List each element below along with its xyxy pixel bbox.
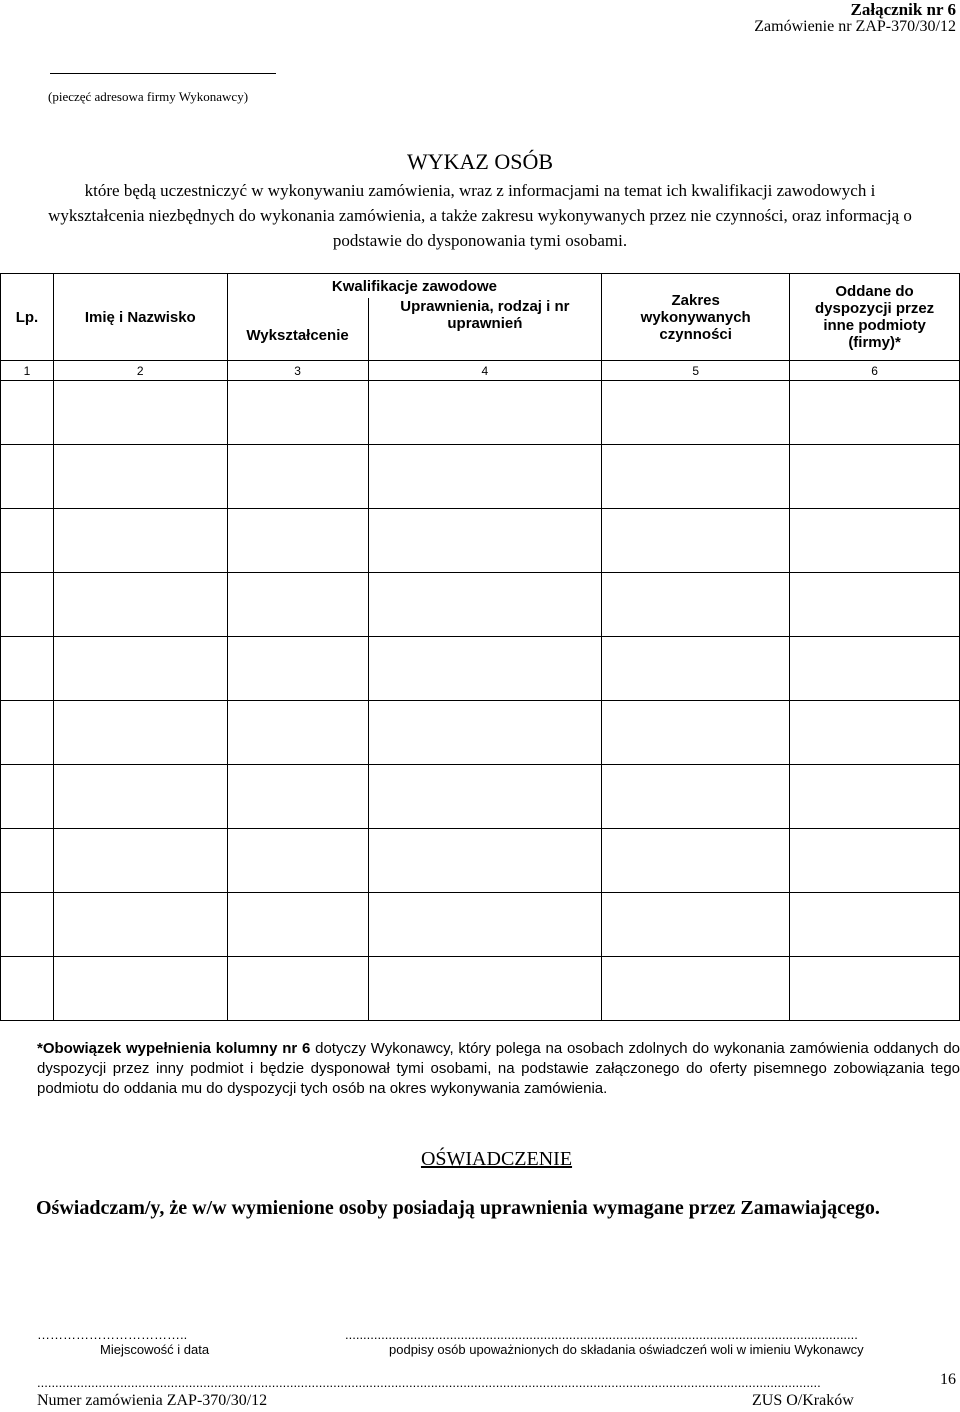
table-cell[interactable] (53, 765, 227, 829)
table-cell[interactable] (602, 381, 790, 445)
col-header-education: Wykształcenie (227, 298, 368, 361)
col-header-name: Imię i Nazwisko (53, 274, 227, 361)
table-cell[interactable] (1, 893, 54, 957)
table-cell[interactable] (53, 829, 227, 893)
table-cell[interactable] (368, 765, 602, 829)
table-cell[interactable] (227, 701, 368, 765)
table-cell[interactable] (368, 445, 602, 509)
column-number: 2 (53, 361, 227, 381)
footer-order-number: Numer zamówienia ZAP-370/30/12 (37, 1392, 268, 1409)
table-cell[interactable] (53, 957, 227, 1021)
persons-table (0, 273, 960, 1021)
col-header-lp: Lp. (1, 274, 54, 361)
table-row (1, 893, 960, 957)
footer-rule: ......................................................................................................................................................................................................................... (37, 1375, 821, 1390)
table-cell[interactable] (53, 509, 227, 573)
table-cell[interactable] (368, 381, 602, 445)
table-cell[interactable] (1, 829, 54, 893)
table-cell[interactable] (602, 573, 790, 637)
table-cell[interactable] (602, 445, 790, 509)
col-header-scope: Zakres wykonywanych czynności (602, 274, 790, 361)
statement-text: Oświadczam/y, że w/w wymienione osoby posiadają uprawnienia wymagane przez Zamawiającego. (36, 1197, 880, 1219)
table-row (1, 701, 960, 765)
signature-line[interactable]: .............................................................................................................................................. (345, 1327, 858, 1342)
stamp-line (50, 73, 276, 74)
table-cell[interactable] (602, 957, 790, 1021)
column-number: 6 (790, 361, 960, 381)
column-number: 1 (1, 361, 54, 381)
table-cell[interactable] (53, 381, 227, 445)
table-cell[interactable] (227, 445, 368, 509)
table-cell[interactable] (602, 893, 790, 957)
table-cell[interactable] (790, 445, 960, 509)
table-cell[interactable] (602, 701, 790, 765)
column-number-row (1, 361, 960, 381)
table-cell[interactable] (790, 765, 960, 829)
table-cell[interactable] (602, 509, 790, 573)
col-header-provided: Oddane do dyspozycji przez inne podmioty (firmy)* (790, 274, 960, 361)
table-cell[interactable] (368, 509, 602, 573)
signature-label: podpisy osób upoważnionych do składania oświadczeń woli w imieniu Wykonawcy (389, 1342, 864, 1357)
table-cell[interactable] (227, 893, 368, 957)
table-cell[interactable] (1, 957, 54, 1021)
place-date-line[interactable]: …………………………….. (37, 1327, 188, 1342)
table-cell[interactable] (1, 445, 54, 509)
table-cell[interactable] (602, 765, 790, 829)
table-cell[interactable] (790, 829, 960, 893)
place-date-label: Miejscowość i data (100, 1342, 210, 1357)
table-row (1, 509, 960, 573)
table-row (1, 957, 960, 1021)
table-cell[interactable] (1, 381, 54, 445)
table-cell[interactable] (368, 637, 602, 701)
page-title: WYKAZ OSÓB (406, 149, 554, 174)
table-cell[interactable] (790, 957, 960, 1021)
table-cell[interactable] (227, 573, 368, 637)
table-cell[interactable] (368, 829, 602, 893)
table-cell[interactable] (368, 893, 602, 957)
table-cell[interactable] (227, 637, 368, 701)
table-cell[interactable] (1, 573, 54, 637)
table-cell[interactable] (1, 509, 54, 573)
table-cell[interactable] (53, 573, 227, 637)
table-cell[interactable] (368, 957, 602, 1021)
col-header-qualifications: Kwalifikacje zawodowe (227, 274, 602, 299)
attachment-label: Załącznik nr 6 (850, 0, 956, 19)
table-cell[interactable] (602, 829, 790, 893)
table-cell[interactable] (368, 701, 602, 765)
table-cell[interactable] (790, 573, 960, 637)
table-cell[interactable] (53, 637, 227, 701)
table-cell[interactable] (790, 381, 960, 445)
table-cell[interactable] (227, 381, 368, 445)
table-row (1, 381, 960, 445)
table-cell[interactable] (602, 637, 790, 701)
table-cell[interactable] (790, 701, 960, 765)
footer-office: ZUS O/Kraków (752, 1392, 854, 1409)
table-cell[interactable] (790, 509, 960, 573)
table-cell[interactable] (53, 445, 227, 509)
column-number: 4 (368, 361, 602, 381)
statement-title: OŚWIADCZENIE (420, 1148, 573, 1170)
page-number: 16 (940, 1371, 956, 1388)
table-cell[interactable] (227, 509, 368, 573)
column-number: 3 (227, 361, 368, 381)
table-row (1, 765, 960, 829)
order-number: Zamówienie nr ZAP-370/30/12 (754, 18, 956, 35)
footnote (37, 1039, 960, 1099)
table-row (1, 445, 960, 509)
table-row (1, 573, 960, 637)
table-cell[interactable] (227, 957, 368, 1021)
table-cell[interactable] (368, 573, 602, 637)
column-number: 5 (602, 361, 790, 381)
table-cell[interactable] (1, 637, 54, 701)
stamp-label: (pieczęć adresowa firmy Wykonawcy) (48, 89, 249, 104)
col-header-licenses: Uprawnienia, rodzaj i nr uprawnień (368, 298, 602, 361)
table-cell[interactable] (790, 893, 960, 957)
table-row (1, 637, 960, 701)
table-cell[interactable] (227, 765, 368, 829)
footnote-text: dotyczy Wykonawcy, który polega na osobach zdolnych do wykonania zamówienia oddanych do dyspozycji przez inny podmiot i będzie dysponował tymi osobami, na podstawie załączonego do oferty pisemnego zobowiązania tego podmiotu do oddania mu do dyspozycji tych osób na okres wykonywania zamówienia. (37, 1040, 960, 1097)
footnote-bold: *Obowiązek wypełnienia kolumny nr 6 (37, 1040, 311, 1057)
table-cell[interactable] (227, 829, 368, 893)
table-cell[interactable] (1, 765, 54, 829)
table-cell[interactable] (790, 637, 960, 701)
table-cell[interactable] (53, 701, 227, 765)
table-row (1, 829, 960, 893)
intro-text: które będą uczestniczyć w wykonywaniu zamówienia, wraz z informacjami na temat ich kwalifikacji zawodowych i wykształcenia niezbędnych do wykonania zamówienia, a także zakresu wykonywanych przez nie czynności, oraz informacją o podstawie do dysponowania tymi osobami. (48, 181, 912, 250)
table-cell[interactable] (53, 893, 227, 957)
table-cell[interactable] (1, 701, 54, 765)
